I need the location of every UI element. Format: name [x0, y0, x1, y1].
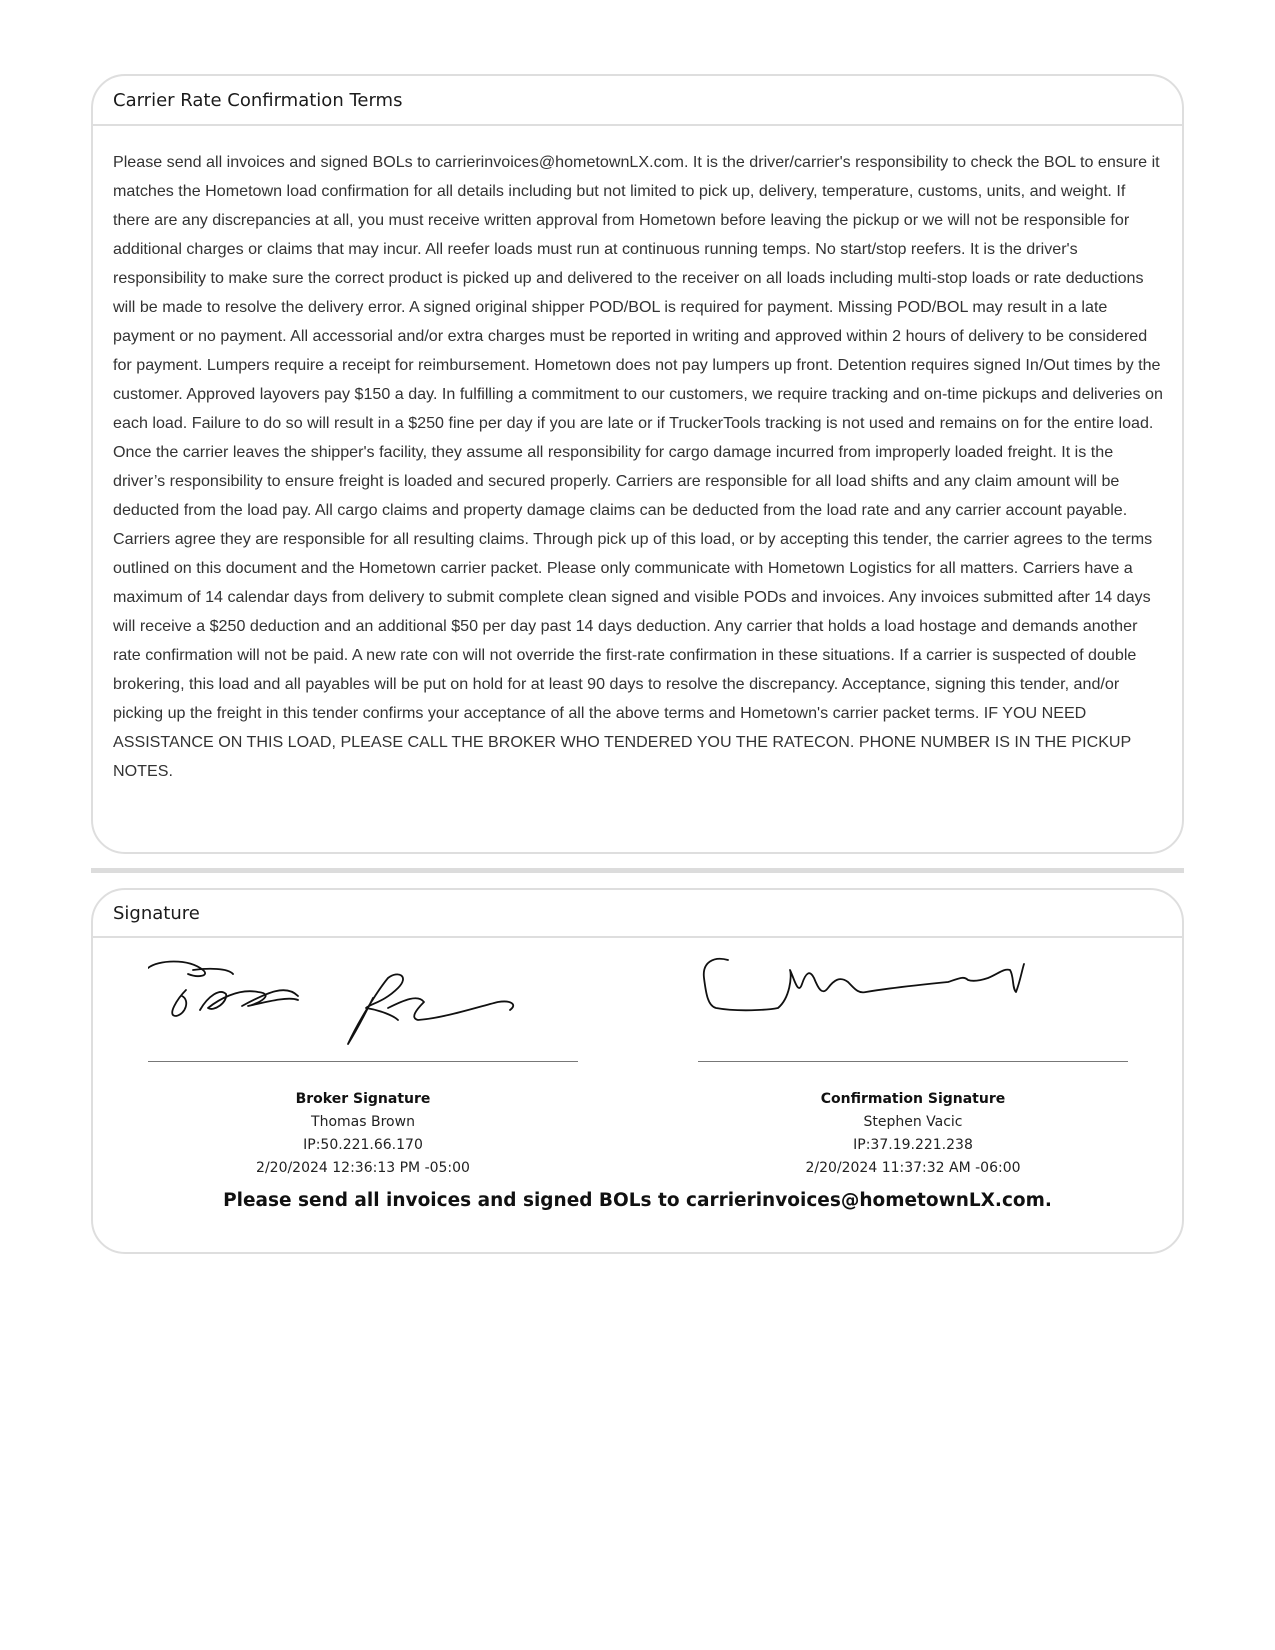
confirmation-signature-role: Confirmation Signature: [820, 1091, 1006, 1107]
confirmation-ip: IP:37.19.221.238: [853, 1137, 973, 1153]
confirmation-signature-image: [698, 948, 1128, 1048]
confirmation-name: Stephen Vacic: [863, 1114, 963, 1130]
broker-signature-line: [148, 1061, 578, 1062]
broker-signature-role: Broker Signature: [295, 1091, 431, 1107]
broker-ip: IP:50.221.66.170: [303, 1137, 423, 1153]
section-divider: [91, 868, 1184, 873]
confirmation-signature-line: [698, 1061, 1128, 1062]
terms-title: Carrier Rate Confirmation Terms: [93, 76, 1182, 126]
confirmation-timestamp: 2/20/2024 11:37:32 AM -06:00: [805, 1160, 1021, 1176]
terms-body-text: Please send all invoices and signed BOLs to carrierinvoices@hometownLX.com. It is the driver/carrier's responsibility to check the BOL to ensure it matches the Hometown load confirmation for all details including but not limited to pick up, delivery, temperature, customs, units, and weight. If there are any discrepancies at all, you must receive written approval from Hometown before leaving the pickup or we will not be responsible for additional charges or claims that may incur. All reefer loads must run at continuous running temps. No start/stop reefers. It is the driver's responsibility to make sure the correct product is picked up and delivered to the receiver on all loads including multi-stop loads or rate deductions will be made to resolve the delivery error. A signed original shipper POD/BOL is required for payment. Missing POD/BOL may result in a late payment or no payment. All accessorial and/or extra charges must be reported in writing and approved within 2 hours of delivery to be considered for payment. Lumpers require a receipt for reimbursement. Hometown does not pay lumpers up front. Detention requires signed In/Out times by the customer. Approved layovers pay $150 a day. In fulfilling a commitment to our customers, we require tracking and on-time pickups and deliveries on each load. Failure to do so will result in a $250 fine per day if you are late or if TruckerTools tracking is not used and remains on for the entire load. Once the carrier leaves the shipper's facility, they assume all responsibility for cargo damage incurred from improperly loaded freight. It is the driver’s responsibility to ensure freight is loaded and secured properly. Carriers are responsible for all load shifts and any claim amount will be deducted from the load pay. All cargo claims and property damage claims can be deducted from the load rate and any carrier account payable. Carriers agree they are responsible for all resulting claims. Through pick up of this load, or by accepting this tender, the carrier agrees to the terms outlined on this document and the Hometown carrier packet. Please only communicate with Hometown Logistics for all matters. Carriers have a maximum of 14 calendar days from delivery to submit complete clean signed and visible PODs and invoices. Any invoices submitted after 14 days will receive a $250 deduction and an additional $50 per day past 14 days deduction. Any carrier that holds a load hostage and demands another rate confirmation will not be paid. A new rate con will not override the first-rate confirmation in these situations. If a carrier is suspected of double brokering, this load and all payables will be put on hold for at least 90 days to resolve the discrepancy. Acceptance, signing this tender, and/or picking up the freight in this tender confirms your acceptance of all the above terms and Hometown's carrier packet terms. IF YOU NEED ASSISTANCE ON THIS LOAD, PLEASE CALL THE BROKER WHO TENDERED YOU THE RATECON. PHONE NUMBER IS IN THE PICKUP NOTES.: [113, 153, 1163, 780]
confirmation-signature-info: [698, 1088, 1128, 1180]
broker-signature-info: [148, 1088, 578, 1180]
terms-card: [91, 74, 1184, 854]
broker-signature-image: [148, 948, 578, 1048]
invoice-instructions-note: Please send all invoices and signed BOLs to carrierinvoices@hometownLX.com.: [223, 1190, 1052, 1211]
signature-title: Signature: [93, 890, 1182, 938]
signature-card: [91, 888, 1184, 1254]
broker-timestamp: 2/20/2024 12:36:13 PM -05:00: [256, 1160, 470, 1176]
broker-name: Thomas Brown: [311, 1114, 415, 1130]
